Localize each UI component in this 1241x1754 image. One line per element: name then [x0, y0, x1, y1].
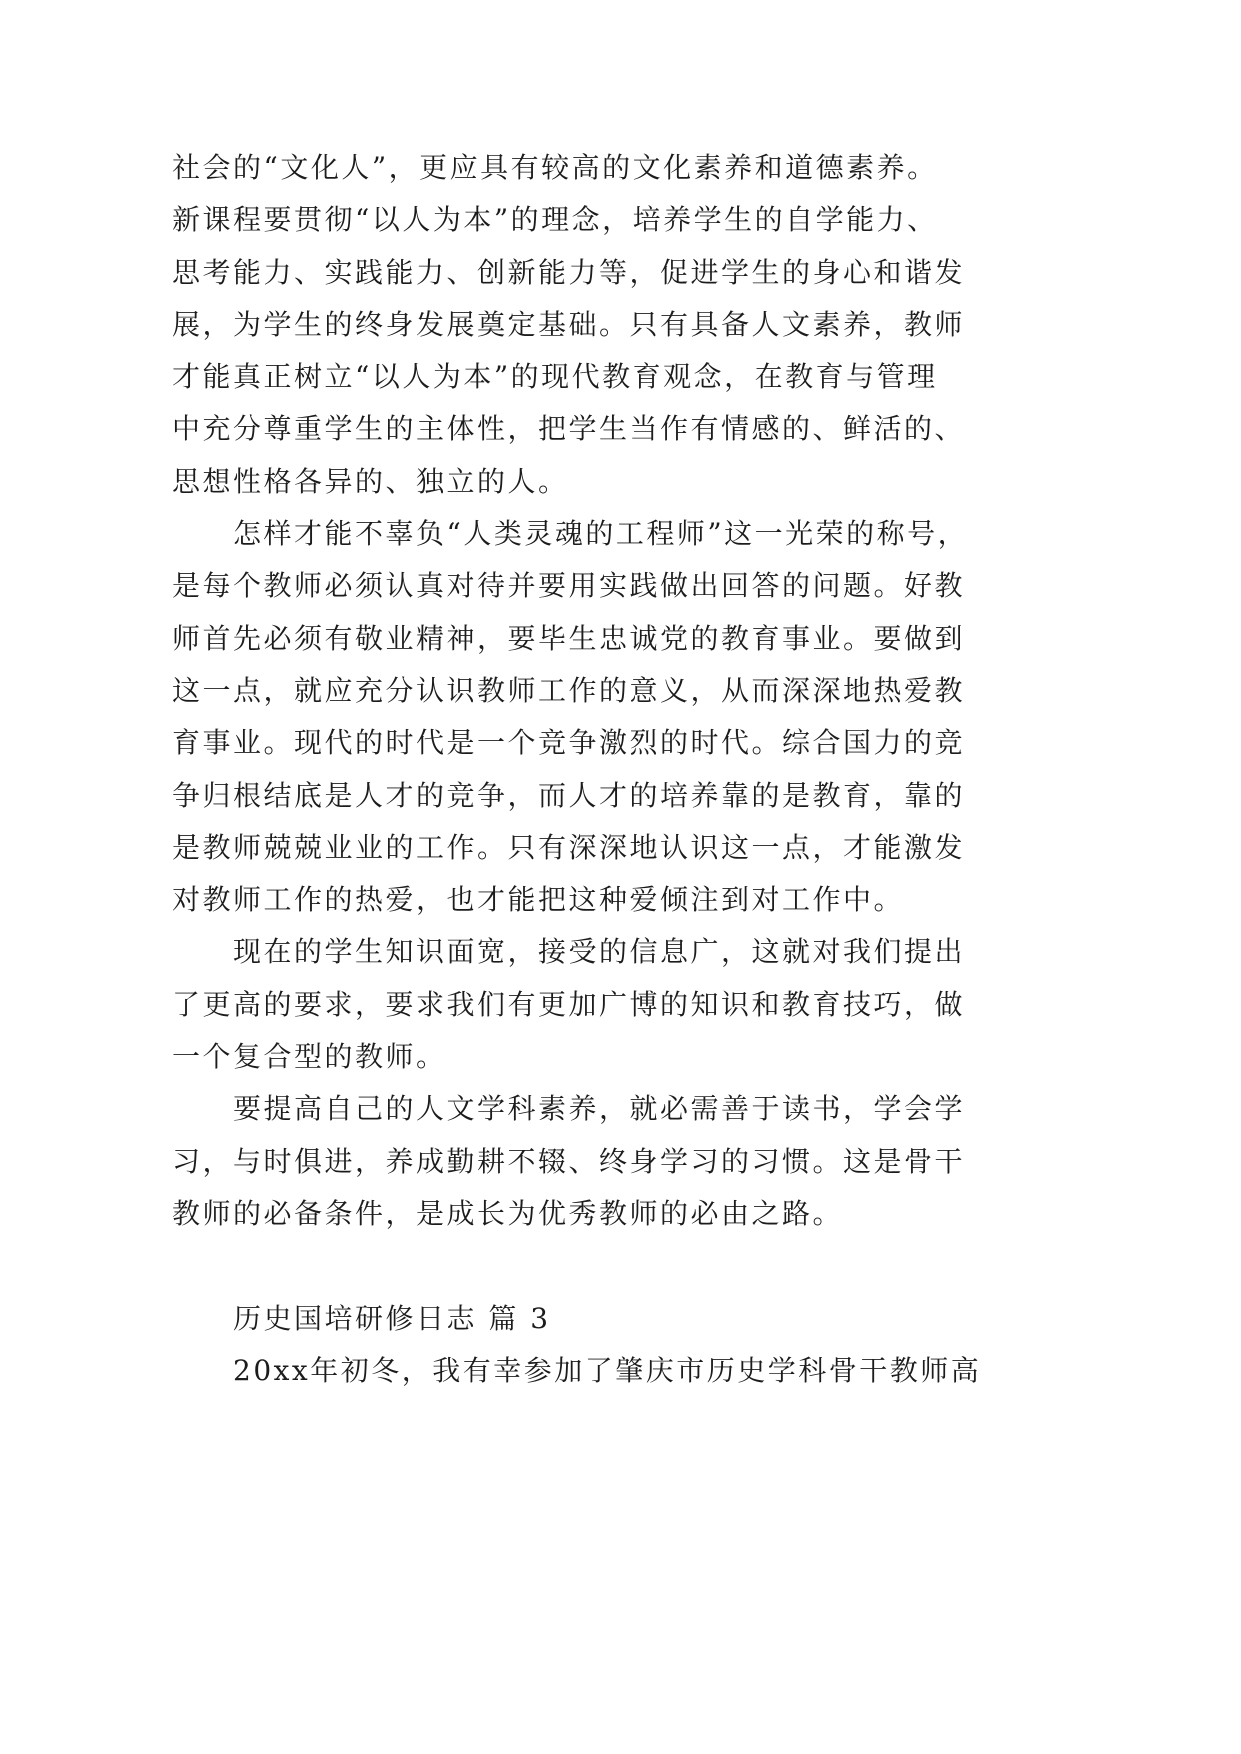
- text-line: 现在的学生知识面宽，接受的信息广，这就对我们提出: [233, 935, 966, 969]
- text-line: 这一点，就应充分认识教师工作的意义，从而深深地热爱教: [172, 673, 966, 707]
- text-line: 展，为学生的终身发展奠定基础。只有具备人文素养，教师: [172, 307, 966, 341]
- text-line: 一个复合型的教师。: [172, 1040, 447, 1074]
- text-line: 争归根结底是人才的竞争，而人才的培养靠的是教育，靠的: [172, 778, 966, 812]
- paragraph: [172, 1083, 1072, 1240]
- text-line: 了更高的要求，要求我们有更加广博的知识和教育技巧，做: [172, 987, 966, 1021]
- text-line: 对教师工作的热爱，也才能把这种爱倾注到对工作中。: [172, 883, 905, 917]
- text-line: 要提高自己的人文学科素养，就必需善于读书，学会学: [233, 1092, 966, 1126]
- text-line: 思想性格各异的、独立的人。: [172, 464, 569, 498]
- text-line: 师首先必须有敬业精神，要毕生忠诚党的教育事业。要做到: [172, 621, 966, 655]
- text-line: 社会的“文化人”，更应具有较高的文化素养和道德素养。: [172, 151, 938, 184]
- blank-line: [172, 1240, 1072, 1292]
- paragraph: [172, 142, 1072, 508]
- text-line: 20xx年初冬，我有幸参加了肇庆市历史学科骨干教师高: [233, 1353, 982, 1387]
- text-line: 新课程要贯彻“以人为本”的理念，培养学生的自学能力、: [172, 203, 938, 237]
- text-line: 是教师兢兢业业的工作。只有深深地认识这一点，才能激发: [172, 830, 966, 864]
- text-line: 中充分尊重学生的主体性，把学生当作有情感的、鲜活的、: [172, 412, 966, 446]
- text-line: 育事业。现代的时代是一个竞争激烈的时代。综合国力的竞: [172, 726, 966, 760]
- paragraph: [172, 926, 1072, 1083]
- text-line: 才能真正树立“以人为本”的现代教育观念，在教育与管理: [172, 360, 938, 394]
- document-body: [172, 142, 1072, 1397]
- text-line: 怎样才能不辜负“人类灵魂的工程师”这一光荣的称号，: [233, 517, 969, 551]
- paragraph: [172, 1345, 1072, 1397]
- text-line: 思考能力、实践能力、创新能力等，促进学生的身心和谐发: [172, 255, 966, 289]
- paragraph: [172, 508, 1072, 926]
- section-heading: 历史国培研修日志 篇 3: [233, 1301, 551, 1335]
- text-line: 是每个教师必须认真对待并要用实践做出回答的问题。好教: [172, 569, 966, 603]
- text-line: 教师的必备条件，是成长为优秀教师的必由之路。: [172, 1196, 844, 1230]
- text-line: 习，与时俱进，养成勤耕不辍、终身学习的习惯。这是骨干: [172, 1144, 966, 1178]
